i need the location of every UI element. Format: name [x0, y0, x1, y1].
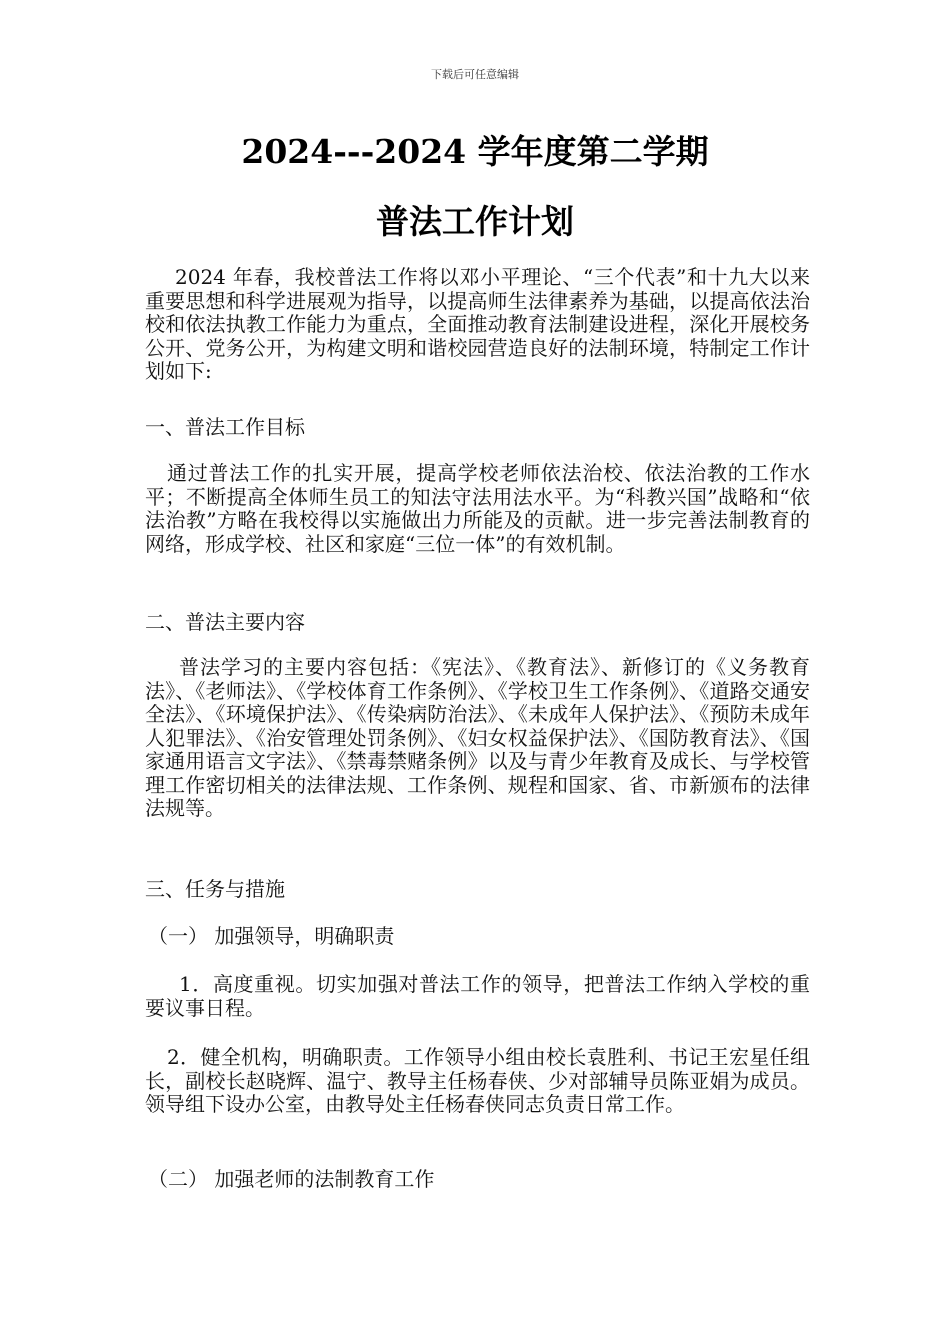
- document-title-line1: 2024---2024 学年度第二学期: [241, 132, 709, 171]
- section2-heading: 二、普法主要内容: [145, 610, 305, 634]
- section3-heading: 三、任务与措施: [145, 877, 285, 901]
- intro-paragraph: 2024 年春，我校普法工作将以邓小平理论、“三个代表”和十九大以来重要思想和科学进展观为指导，以提高师生法律素养为基础，以提高依法治校和依法执教工作能力为重点，全面推动教育法制建设进程，深化开展校务公开、党务公开，为构建文明和谐校园营造良好的法制环境，特制定工作计划如下:: [145, 265, 810, 383]
- subsection2-heading: （二） 加强老师的法制教育工作: [148, 1167, 435, 1191]
- document-title-line2: 普法工作计划: [376, 202, 574, 241]
- page-header-note: 下载后可任意编辑: [431, 68, 519, 81]
- item1-paragraph: 1．高度重视。切实加强对普法工作的领导，把普法工作纳入学校的重要议事日程。: [145, 972, 810, 1020]
- section1-heading: 一、普法工作目标: [145, 415, 305, 439]
- section2-paragraph: 普法学习的主要内容包括：《宪法》、《教育法》、新修订的《义务教育法》、《老师法》、《学校体育工作条例》、《学校卫生工作条例》、《道路交通安全法》、《环境保护法》、《传染病防治法》、《未成年人保护法》、《预防未成年人犯罪法》、《治安管理处罚条例》、《妇女权益保护法》、《国防教育法》、《国家通用语言文字法》、《禁毒禁赌条例》以及与青少年教育及成长、与学校管理工作密切相关的法律法规、工作条例、规程和国家、省、市新颁布的法律法规等。: [145, 655, 810, 820]
- subsection1-heading: （一） 加强领导，明确职责: [148, 924, 395, 948]
- section1-paragraph: 通过普法工作的扎实开展，提高学校老师依法治校、依法治教的工作水平；不断提高全体师生员工的知法守法用法水平。为“科教兴国”战略和“依法治教”方略在我校得以实施做出力所能及的贡献。进一步完善法制教育的网络，形成学校、社区和家庭“三位一体”的有效机制。: [145, 461, 810, 556]
- item2-paragraph: 2．健全机构，明确职责。工作领导小组由校长袁胜利、书记王宏星任组长，副校长赵晓辉、温宁、教导主任杨春侠、少对部辅导员陈亚娟为成员。领导组下设办公室，由教导处主任杨春侠同志负责日常工作。: [145, 1045, 810, 1116]
